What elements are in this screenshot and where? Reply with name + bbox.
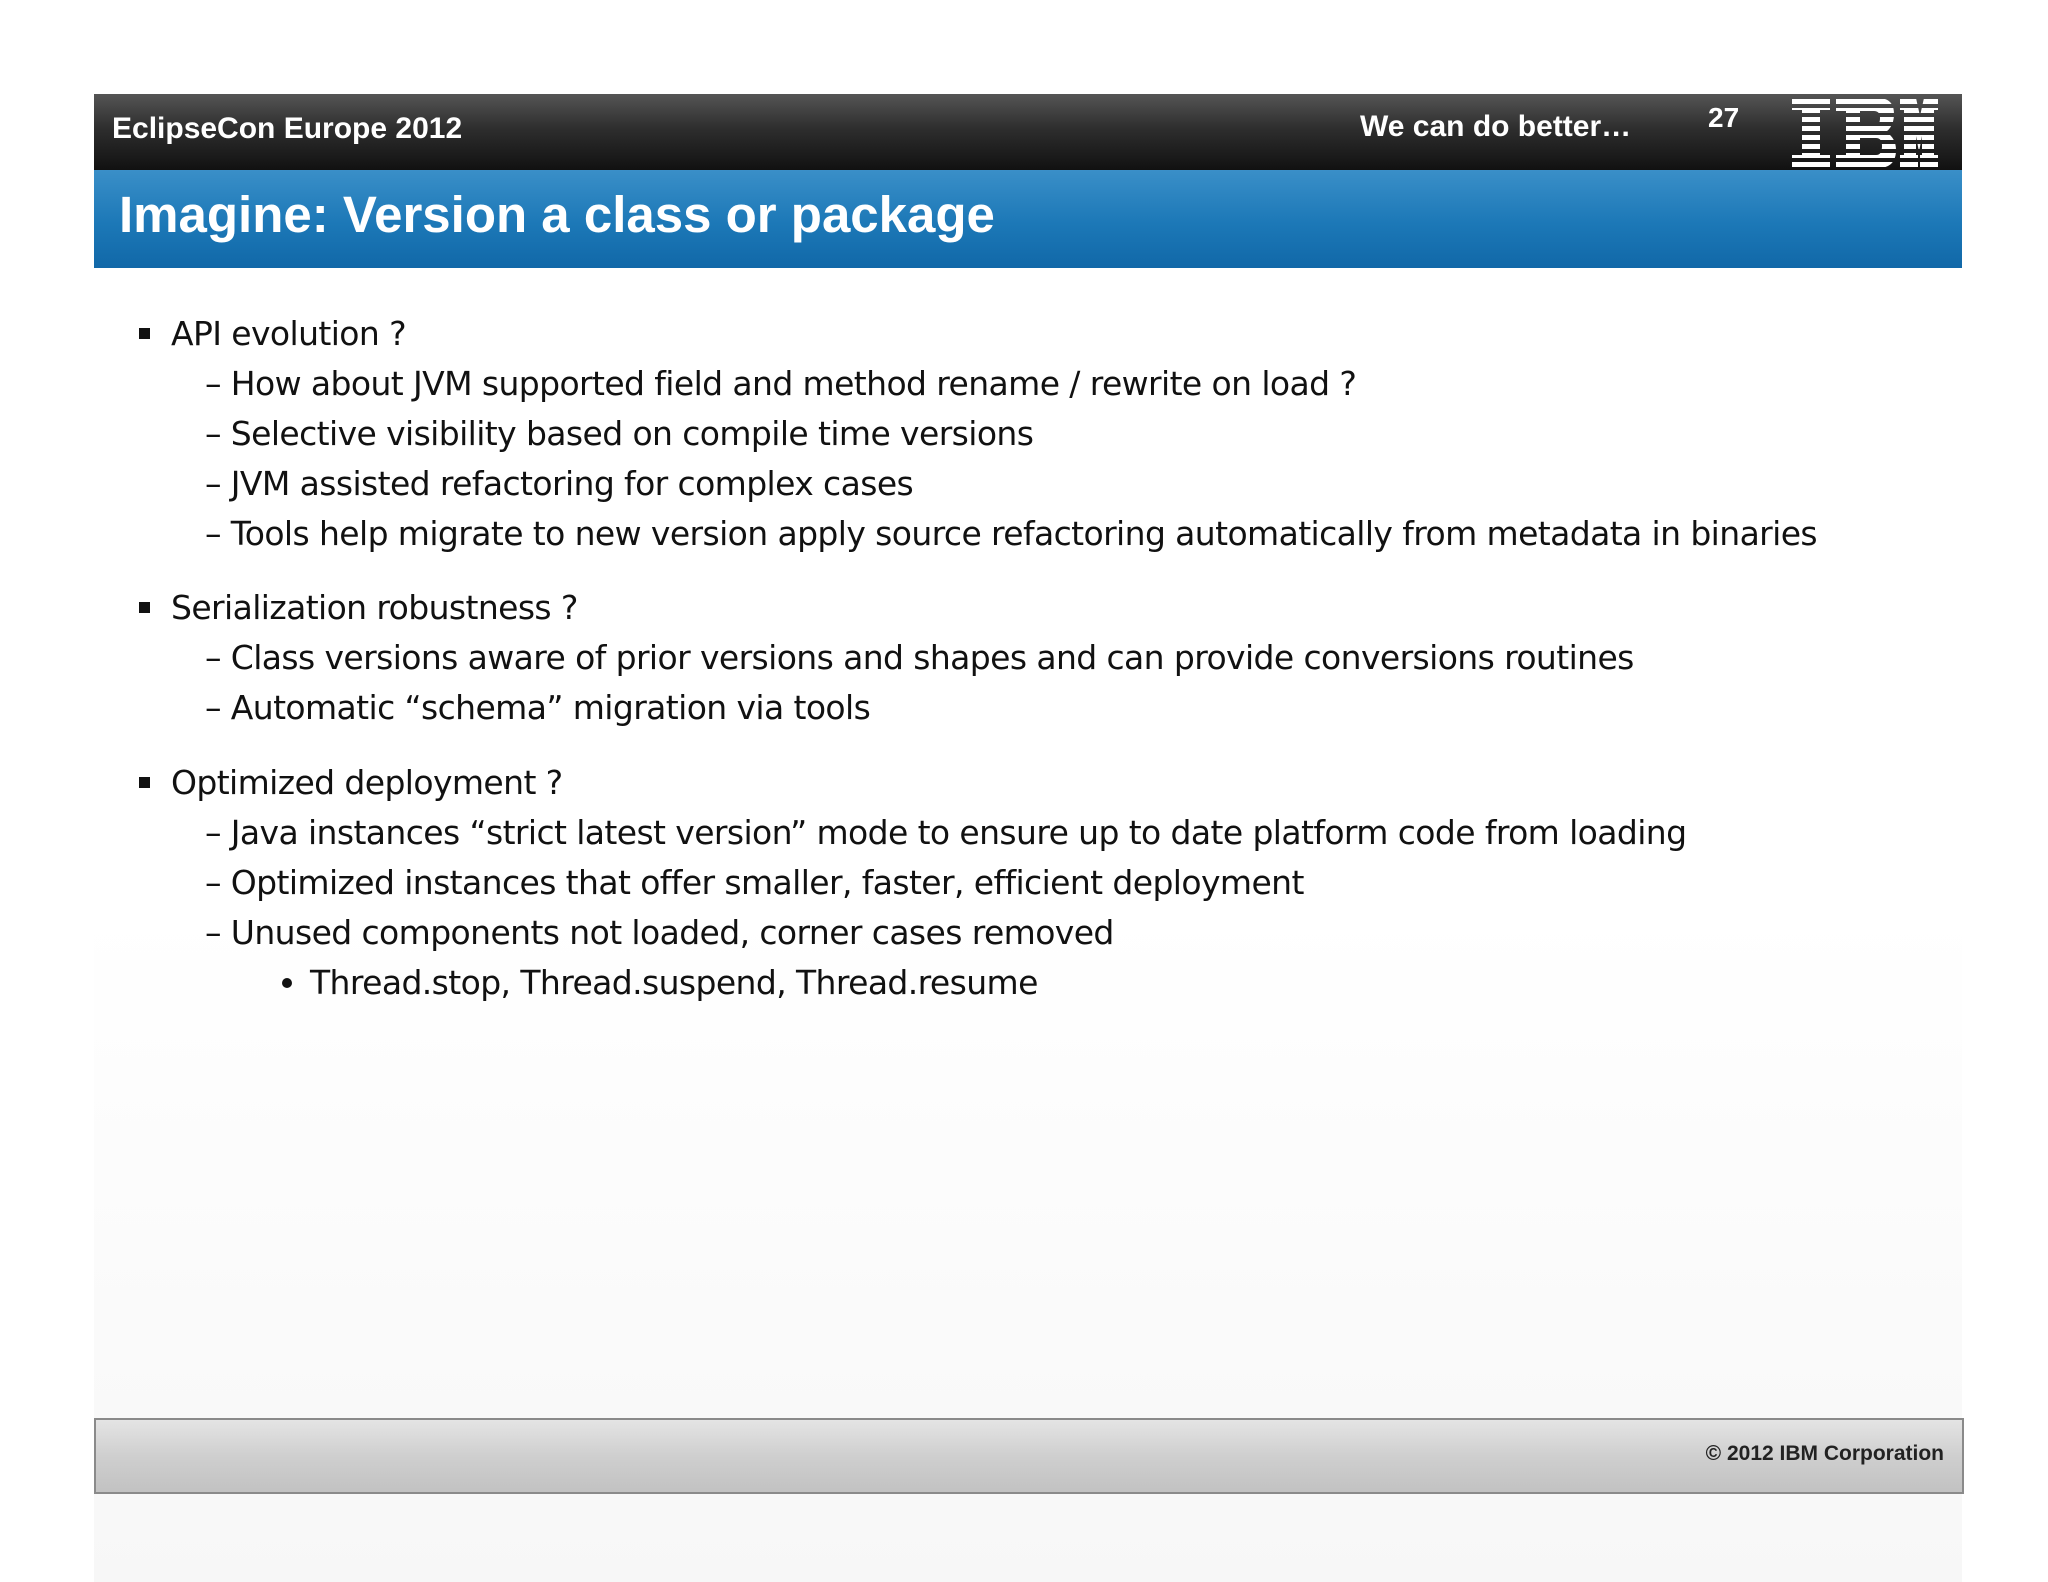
sub-bullet-item: – Java instances “strict latest version” mode to ensure up to date platform code from loading	[205, 813, 1687, 852]
sub-sub-bullet-item: Thread.stop, Thread.suspend, Thread.resume	[310, 963, 1038, 1002]
slide-title: Imagine: Version a class or package	[119, 186, 995, 243]
sub-bullet-item: – Tools help migrate to new version apply source refactoring automatically from metadata in binaries	[205, 514, 1818, 553]
bullet-item: Optimized deployment ?	[171, 763, 563, 802]
copyright-text: © 2012 IBM Corporation	[1705, 1442, 1944, 1465]
sub-bullet-item: – Selective visibility based on compile time versions	[205, 414, 1034, 453]
bullet-square	[139, 602, 150, 613]
sub-bullet-item: – JVM assisted refactoring for complex cases	[205, 464, 914, 503]
sub-bullet-item: – Unused components not loaded, corner cases removed	[205, 913, 1114, 952]
sub-bullet-item: – Class versions aware of prior versions and shapes and can provide conversions routines	[205, 638, 1634, 677]
bullet-square	[139, 777, 150, 788]
section-title: We can do better…	[1360, 110, 1632, 143]
sub-sub-bullet-dot	[282, 978, 292, 988]
footer-bar	[94, 1418, 1964, 1494]
slide-number: 27	[1708, 102, 1740, 133]
sub-bullet-item: – Optimized instances that offer smaller, faster, efficient deployment	[205, 863, 1304, 902]
sub-bullet-item: – Automatic “schema” migration via tools	[205, 688, 871, 727]
bullet-square	[139, 328, 150, 339]
conference-name: EclipseCon Europe 2012	[112, 112, 463, 145]
bullet-item: API evolution ?	[171, 314, 407, 353]
sub-bullet-item: – How about JVM supported field and method rename / rewrite on load ?	[205, 364, 1357, 403]
bullet-item: Serialization robustness ?	[171, 588, 578, 627]
